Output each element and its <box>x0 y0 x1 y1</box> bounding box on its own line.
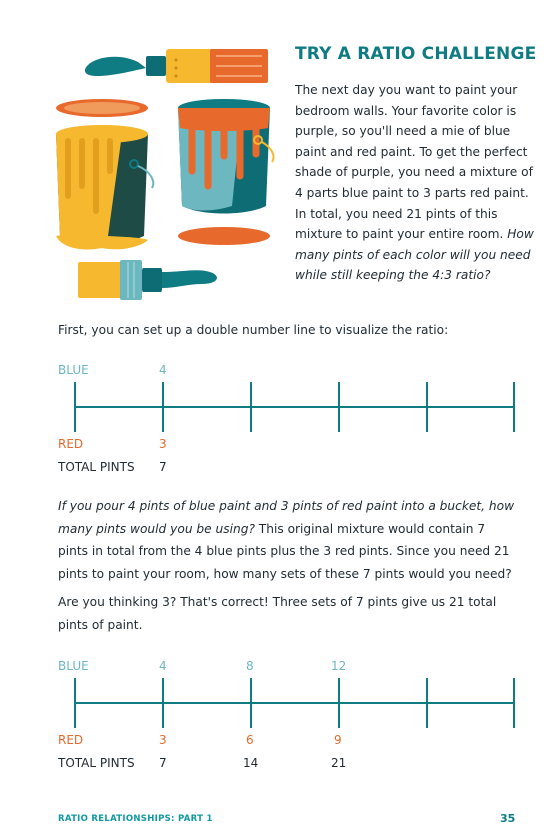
paint-can-icon <box>56 99 153 250</box>
blue-value: 4 <box>159 363 167 377</box>
paintbrush-icon <box>78 260 217 300</box>
total-label: TOTAL PINTS <box>58 460 135 474</box>
total-label: TOTAL PINTS <box>58 756 135 770</box>
footer-section-title: RATIO RELATIONSHIPS: PART 1 <box>58 814 213 824</box>
red-value: 6 <box>246 733 254 747</box>
total-value: 7 <box>159 460 167 474</box>
paint-illustration <box>52 36 292 306</box>
blue-label: BLUE <box>58 363 89 377</box>
red-value: 3 <box>159 437 167 451</box>
paragraph-3: Are you thinking 3? That's correct! Three sets of 7 pints give us 21 total pints of paint. <box>58 595 497 632</box>
double-number-line-2 <box>0 656 560 776</box>
blue-value: 8 <box>246 659 254 673</box>
total-value: 14 <box>243 756 259 770</box>
red-label: RED <box>58 733 84 747</box>
blue-value: 12 <box>331 659 347 673</box>
page-title: TRY A RATIO CHALLENGE <box>295 44 537 64</box>
total-value: 7 <box>159 756 167 770</box>
red-value: 3 <box>159 733 167 747</box>
number-line-axis <box>0 380 560 450</box>
number-line-axis <box>0 676 560 746</box>
paragraph-2 <box>58 495 518 585</box>
paintbrush-icon <box>85 49 268 83</box>
total-value: 21 <box>331 756 347 770</box>
intro-paragraph <box>295 80 535 286</box>
red-value: 9 <box>334 733 342 747</box>
blue-value: 4 <box>159 659 167 673</box>
intro-text: The next day you want to paint your bedroom walls. Your favorite color is purple, so you'll need a mie of blue paint and red paint. To get the perfect shade of purple, you need a mixture of 4 parts blue paint to 3 parts red paint. In total, you need 21 pints of this mixture to paint your entire room. <box>295 83 533 242</box>
blue-label: BLUE <box>58 659 89 673</box>
page-number: 35 <box>500 812 516 825</box>
red-label: RED <box>58 437 84 451</box>
paint-can-icon <box>178 99 274 245</box>
setup-paragraph: First, you can set up a double number line to visualize the ratio: <box>58 323 449 337</box>
double-number-line-1 <box>0 360 560 480</box>
paragraph-2-question: If you pour 4 pints of blue paint and 3 pints of red paint into a bucket, how many pints would you be using? <box>58 499 515 536</box>
paragraph-2-text: This original mixture would contain 7 pints in total from the 4 blue pints plus the 3 red pints. Since you need 21 pints to paint your room, how many sets of these 7 pints would you need? <box>58 521 512 581</box>
intro-question: How many pints of each color will you need while still keeping the 4:3 ratio? <box>295 227 534 283</box>
